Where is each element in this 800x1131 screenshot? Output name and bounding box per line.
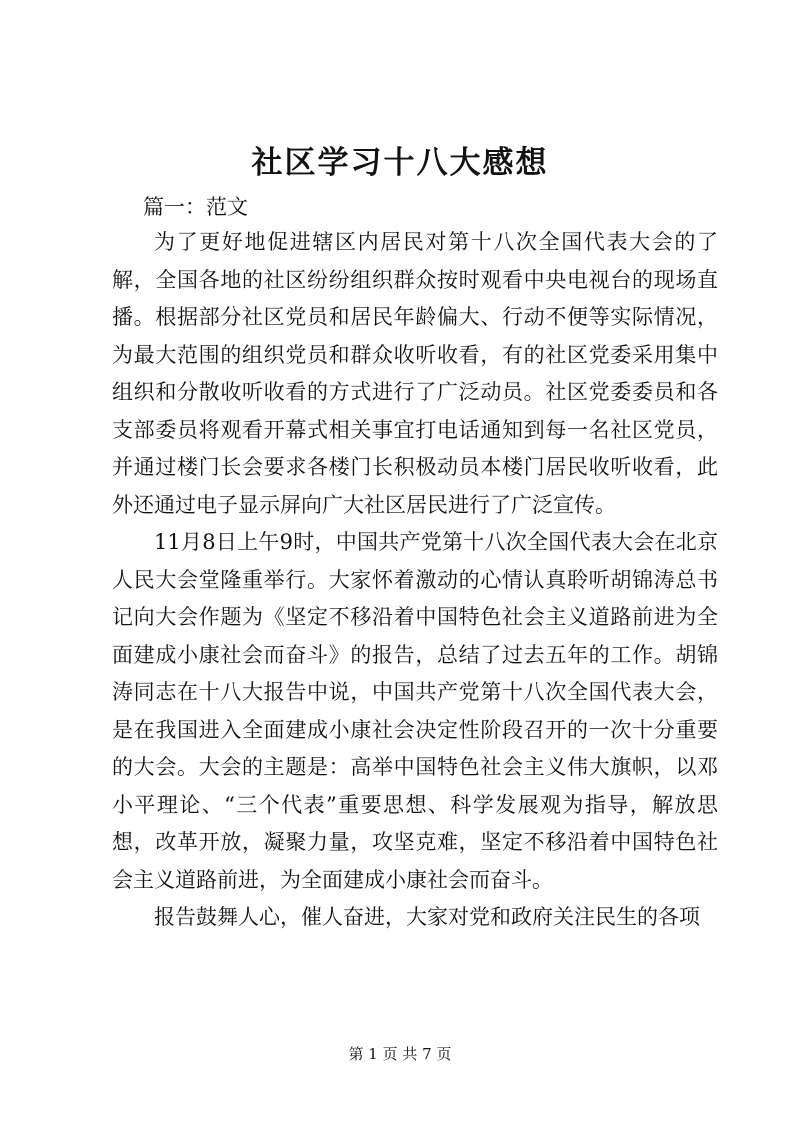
page-number-footer: 第 1 页 共 7 页: [348, 1045, 452, 1063]
section-label: 篇一：范文: [143, 195, 248, 219]
document-body: [112, 224, 718, 937]
document-title: 社区学习十八大感想: [251, 145, 549, 181]
paragraph: 11月8日上午9时，中国共产党第十八次全国代表大会在北京人民大会堂隆重举行。大家怀着激动的心情认真聆听胡锦涛总书记向大会作题为《坚定不移沿着中国特色社会主义道路前进为全面建成小康社会而奋斗》的报告，总结了过去五年的工作。胡锦涛同志在十八大报告中说，中国共产党第十八次全国代表大会，是在我国进入全面建成小康社会决定性阶段召开的一次十分重要的大会。大会的主题是：高举中国特色社会主义伟大旗帜，以邓小平理论、“三个代表”重要思想、科学发展观为指导，解放思想，改革开放，凝聚力量，攻坚克难，坚定不移沿着中国特色社会主义道路前进，为全面建成小康社会而奋斗。: [112, 530, 718, 892]
paragraph: 为了更好地促进辖区内居民对第十八次全国代表大会的了解，全国各地的社区纷纷组织群众按时观看中央电视台的现场直播。根据部分社区党员和居民年龄偏大、行动不便等实际情况，为最大范围的组织党员和群众收听收看，有的社区党委采用集中组织和分散收听收看的方式进行了广泛动员。社区党委委员和各支部委员将观看开幕式相关事宜打电话通知到每一名社区党员，并通过楼门长会要求各楼门长积极动员本楼门居民收听收看，此外还通过电子显示屏向广大社区居民进行了广泛宣传。: [112, 230, 718, 517]
paragraph: 报告鼓舞人心，催人奋进，大家对党和政府关注民生的各项: [154, 905, 700, 929]
